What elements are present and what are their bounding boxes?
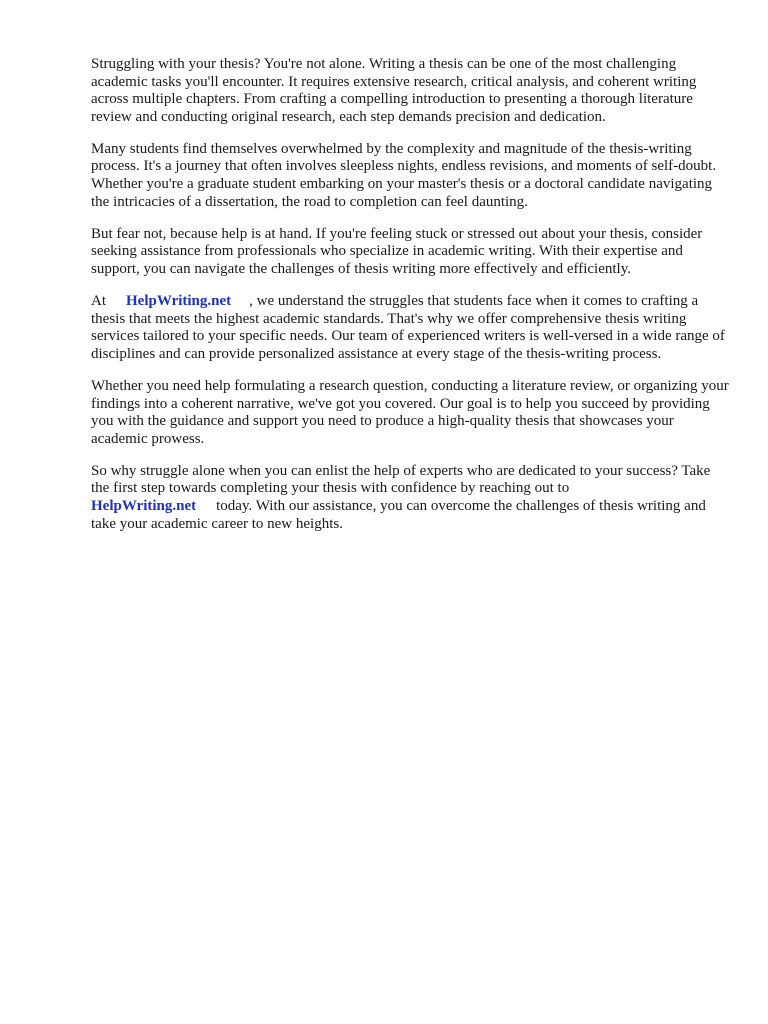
paragraph-service-lead: At [91, 293, 106, 310]
paragraph-closing-lead: So why struggle alone when you can enlist the help of experts who are dedicated to your success? Take the first step towards completing your thesis with confidence by reaching out to [91, 462, 711, 497]
helpwriting-link[interactable]: HelpWriting.net [126, 293, 232, 310]
paragraph-closing-body: today. With our assistance, you can overcome the challenges of thesis writing and take your academic career to new heights. [91, 497, 706, 532]
helpwriting-link-closing[interactable]: HelpWriting.net [91, 497, 197, 514]
paragraph-support: Whether you need help formulating a research question, conducting a literature review, or organizing your findings into a coherent narrative, we've got you covered. Our goal is to help you succeed by providing you with the guidance and support you need to produce a high-quality thesis that showcases your academic prowess. [91, 377, 729, 447]
paragraph-closing [91, 463, 731, 533]
paragraph-service [91, 293, 731, 363]
paragraph-intro: Struggling with your thesis? You're not alone. Writing a thesis can be one of the most challenging academic tasks you'll encounter. It requires extensive research, critical analysis, and coherent writing across multiple chapters. From crafting a compelling introduction to presenting a thorough literature review and conducting original research, each step demands precision and dedication. [91, 56, 697, 125]
paragraph-help: But fear not, because help is at hand. If you're feeling stuck or stressed out about your thesis, consider seeking assistance from professionals who specialize in academic writing. With their expertise and support, you can navigate the challenges of thesis writing more effectively and efficiently. [91, 225, 703, 277]
paragraph-service-body: , we understand the struggles that students face when it comes to crafting a thesis that meets the highest academic standards. That's why we offer comprehensive thesis writing services tailored to your specific needs. Our team of experienced writers is well-versed in a wide range of disciplines and can provide personalized assistance at every stage of the thesis-writing process. [91, 293, 725, 362]
paragraph-struggle: Many students find themselves overwhelmed by the complexity and magnitude of the thesis-writing process. It's a journey that often involves sleepless nights, endless revisions, and moments of self-doubt. Whether you're a graduate student embarking on your master's thesis or a doctoral candidate navigating the intricacies of a dissertation, the road to completion can feel daunting. [91, 140, 717, 210]
